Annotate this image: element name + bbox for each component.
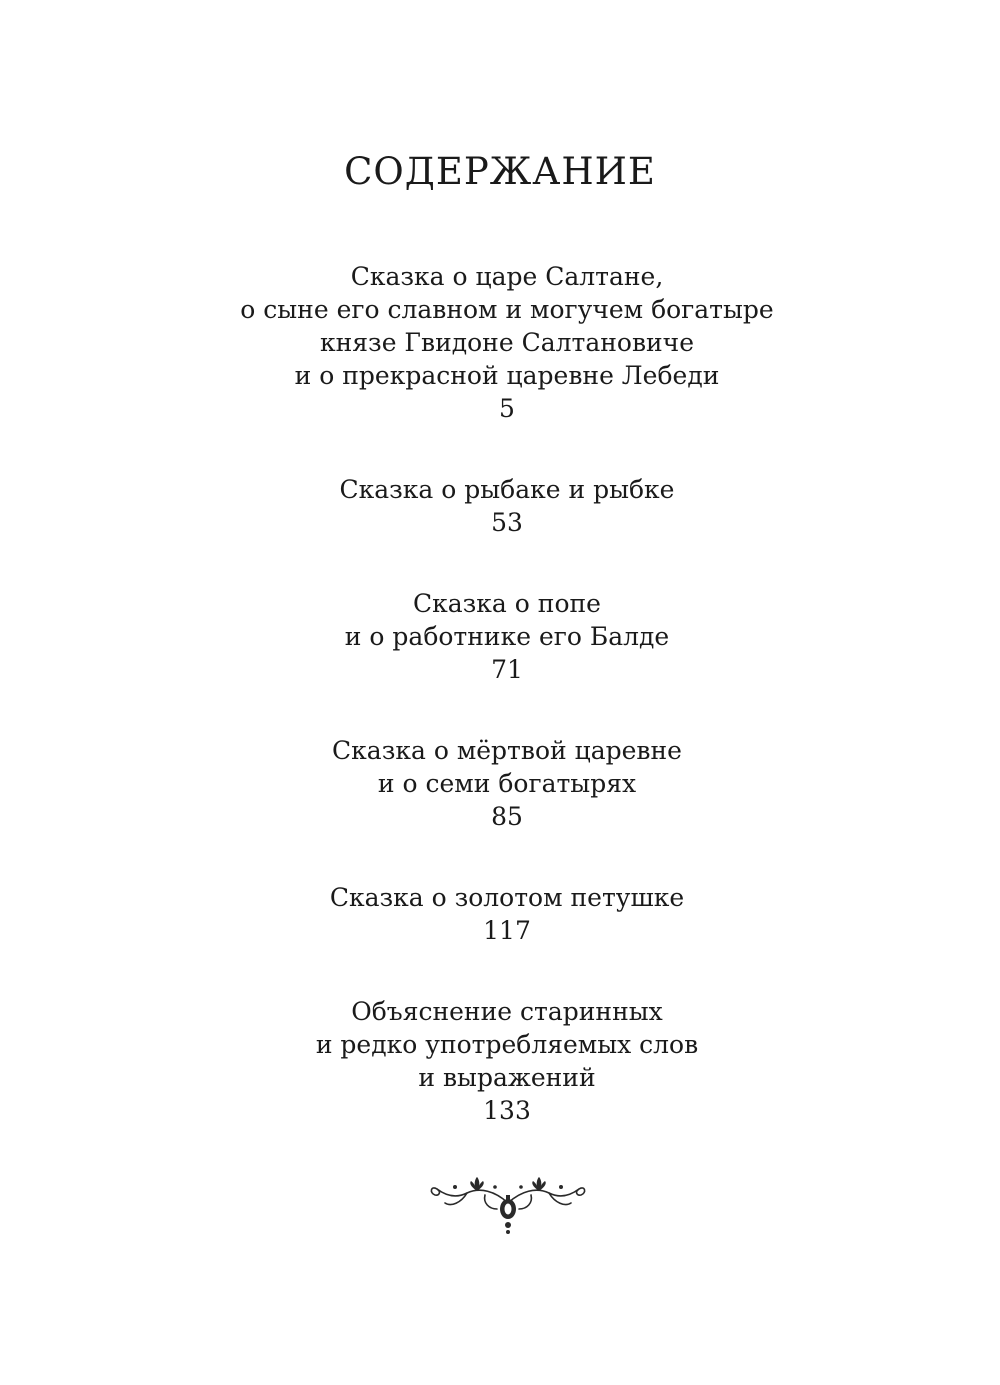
toc-entry-title-line: и о работнике его Балде: [344, 622, 670, 651]
toc-entry-title-line: и выражений: [418, 1063, 596, 1092]
toc-entry-title-line: Сказка о рыбаке и рыбке: [339, 475, 675, 504]
toc-entry[interactable]: [0, 260, 1000, 425]
toc-entry-title-line: Сказка о золотом петушке: [329, 883, 685, 912]
toc-entry-title-line: Сказка о царе Салтане,: [350, 262, 664, 291]
toc-entry-title-line: Объяснение старинных: [351, 997, 663, 1026]
toc-entry-title-line: Сказка о попе: [413, 589, 601, 618]
toc-list: [0, 260, 1000, 1175]
toc-entry-title-line: и о семи богатырях: [377, 769, 637, 798]
toc-entry[interactable]: [0, 473, 1000, 539]
toc-page-number: 133: [483, 1096, 531, 1125]
toc-page-number: 85: [491, 802, 523, 831]
toc-entry-title-line: и редко употребляемых слов: [315, 1030, 699, 1059]
toc-page-number: 117: [483, 916, 531, 945]
page-title: СОДЕРЖАНИЕ: [344, 150, 656, 193]
toc-entry-title-line: и о прекрасной царевне Лебеди: [294, 361, 720, 390]
toc-entry[interactable]: [0, 881, 1000, 947]
toc-page-number: 53: [491, 508, 523, 537]
toc-entry[interactable]: [0, 995, 1000, 1127]
floral-vignette-icon: [425, 1173, 591, 1237]
toc-entry[interactable]: [0, 734, 1000, 833]
toc-entry[interactable]: [0, 587, 1000, 686]
toc-page-number: 5: [499, 394, 515, 423]
toc-entry-title-line: о сыне его славном и могучем богатыре: [240, 295, 774, 324]
toc-entry-title-line: Сказка о мёртвой царевне: [332, 736, 682, 765]
toc-page-number: 71: [491, 655, 523, 684]
toc-entry-title-line: князе Гвидоне Салтановиче: [320, 328, 694, 357]
